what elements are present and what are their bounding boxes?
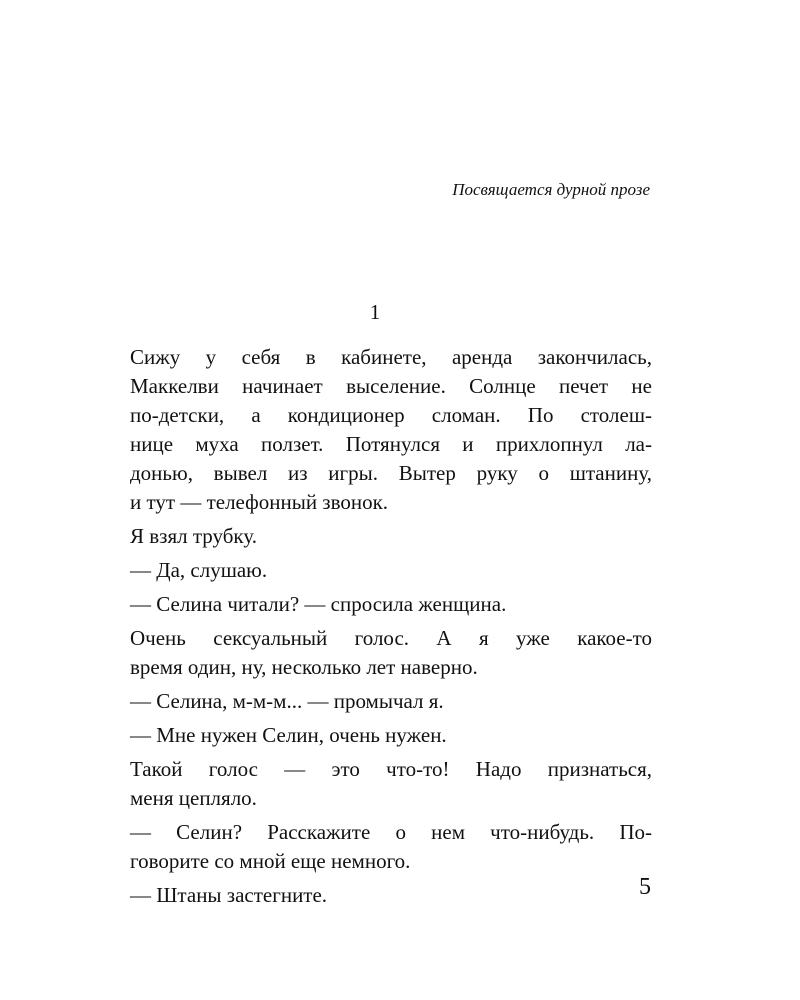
text-line: донью, вывел из игры. Вытер руку о штанину, (130, 461, 652, 485)
text-line: Очень сексуальный голос. А я уже какое-то (130, 626, 652, 650)
text-line: меня цепляло. (130, 786, 257, 810)
text-line: Маккелви начинает выселение. Солнце печет не (130, 374, 652, 398)
dialogue-line (130, 721, 652, 750)
text-line: — Мне нужен Селин, очень нужен. (130, 723, 447, 747)
chapter-body (130, 343, 652, 910)
text-line: Сижу у себя в кабинете, аренда закончилась, (130, 345, 652, 369)
paragraph (130, 624, 652, 682)
text-line: Я взял трубку. (130, 524, 257, 548)
text-line: нице муха ползет. Потянулся и прихлопнул ла- (130, 432, 652, 456)
dedication: Посвящается дурной прозе (452, 180, 650, 199)
text-line: говорите со мной еще немного. (130, 849, 411, 873)
text-line: — Селина, м-м-м... — промычал я. (130, 689, 444, 713)
paragraph (130, 522, 652, 551)
text-line: — Селин? Расскажите о нем что-нибудь. По- (130, 820, 652, 844)
dialogue-line (130, 881, 652, 910)
chapter-number: 1 (369, 300, 381, 324)
paragraph (130, 755, 652, 813)
page-number: 5 (639, 874, 651, 900)
text-line: время один, ну, несколько лет наверно. (130, 655, 478, 679)
text-line: по-детски, а кондиционер сломан. По столеш- (130, 403, 652, 427)
text-line: — Штаны застегните. (130, 883, 328, 907)
text-line: — Да, слушаю. (130, 558, 268, 582)
paragraph (130, 343, 652, 517)
text-line: Такой голос — это что-то! Надо признаться, (130, 757, 652, 781)
text-line: и тут — телефонный звонок. (130, 490, 389, 514)
dialogue-line (130, 687, 652, 716)
dialogue-line (130, 556, 652, 585)
dialogue-line (130, 818, 652, 876)
text-line: — Селина читали? — спросила женщина. (130, 592, 507, 616)
dialogue-line (130, 590, 652, 619)
